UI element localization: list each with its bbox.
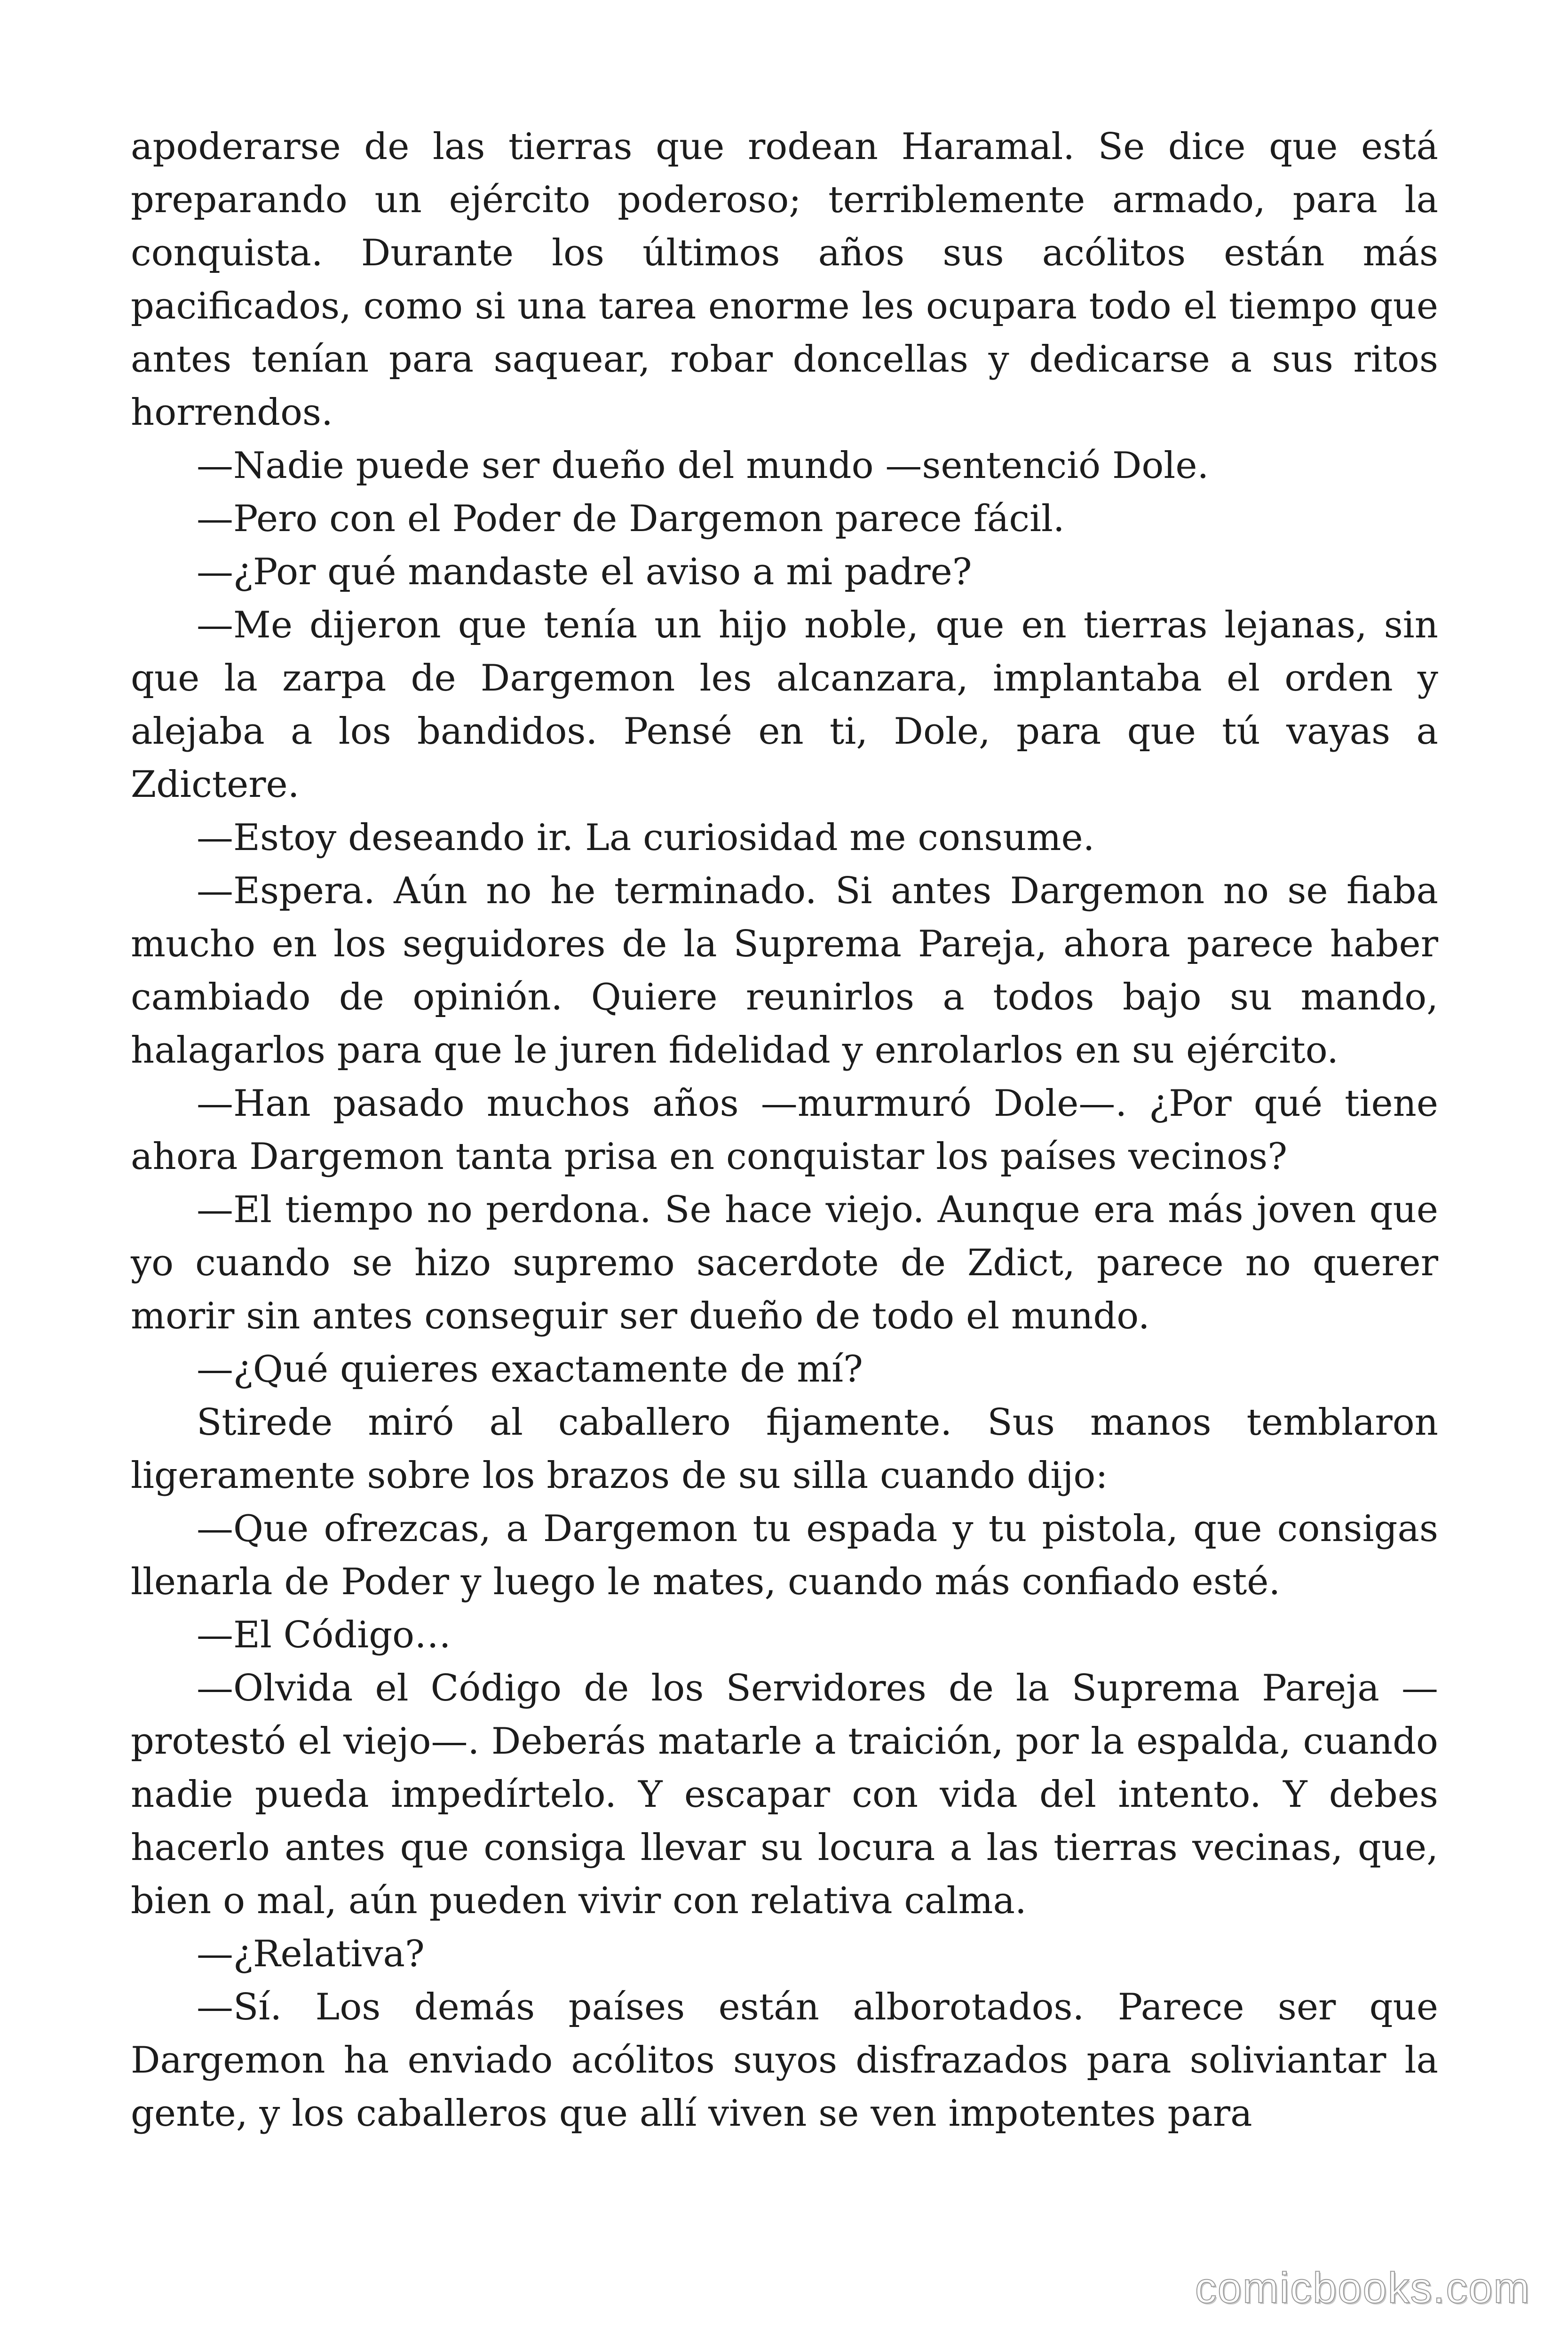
dialogue-line: —Han pasado muchos años —murmuró Dole—. ¿Por qué tiene ahora Dargemon tanta prisa en conquistar los países vecinos? (131, 1082, 1438, 1178)
dialogue-line: —Que ofrezcas, a Dargemon tu espada y tu pistola, que consigas llenarla de Poder y luego le mates, cuando más confiado esté. (131, 1508, 1438, 1603)
narration-paragraph: Stirede miró al caballero fijamente. Sus manos temblaron ligeramente sobre los brazos de su silla cuando dijo: (131, 1401, 1438, 1497)
dialogue-line: —Olvida el Código de los Servidores de la Suprema Pareja —protestó el viejo—. Deberás matarle a traición, por la espalda, cuando nadie pueda impedírtelo. Y escapar con vida del intento. Y debes hacerlo antes que consiga llevar su locura a las tierras vecinas, que, bien o mal, aún pueden vivir con relativa calma. (131, 1667, 1438, 1922)
dialogue-line: —Pero con el Poder de Dargemon parece fácil. (197, 498, 1065, 540)
dialogue-line: —Estoy deseando ir. La curiosidad me consume. (197, 817, 1095, 859)
dialogue-line: —¿Relativa? (197, 1933, 425, 1975)
book-page-text (131, 120, 1438, 2140)
dialogue-line: —Espera. Aún no he terminado. Si antes Dargemon no se fiaba mucho en los seguidores de la Suprema Pareja, ahora parece haber cambiado de opinión. Quiere reunirlos a todos bajo su mando, halagarlos para que le juren fidelidad y enrolarlos en su ejército. (131, 870, 1438, 1072)
dialogue-line: —El tiempo no perdona. Se hace viejo. Aunque era más joven que yo cuando se hizo supremo sacerdote de Zdict, parece no querer morir sin antes conseguir ser dueño de todo el mundo. (131, 1189, 1438, 1337)
dialogue-line: —Sí. Los demás países están alborotados. Parece ser que Dargemon ha enviado acólitos suyos disfrazados para soliviantar la gente, y los caballeros que allí viven se ven impotentes para (131, 1986, 1438, 2135)
dialogue-line: —El Código… (197, 1614, 451, 1656)
dialogue-line: —Me dijeron que tenía un hijo noble, que en tierras lejanas, sin que la zarpa de Dargemon les alcanzara, implantaba el orden y alejaba a los bandidos. Pensé en ti, Dole, para que tú vayas a Zdictere. (131, 604, 1438, 806)
dialogue-line: —¿Qué quieres exactamente de mí? (197, 1348, 863, 1391)
paragraph: apoderarse de las tierras que rodean Haramal. Se dice que está preparando un ejército poderoso; terriblemente armado, para la conquista. Durante los últimos años sus acólitos están más pacificados, como si una tarea enorme les ocupara todo el tiempo que antes tenían para saquear, robar doncellas y dedicarse a sus ritos horrendos. (131, 126, 1438, 434)
watermark: comicbooks.com (1195, 2264, 1530, 2312)
dialogue-line: —¿Por qué mandaste el aviso a mi padre? (197, 551, 972, 593)
dialogue-line: —Nadie puede ser dueño del mundo —sentenció Dole. (197, 445, 1209, 487)
